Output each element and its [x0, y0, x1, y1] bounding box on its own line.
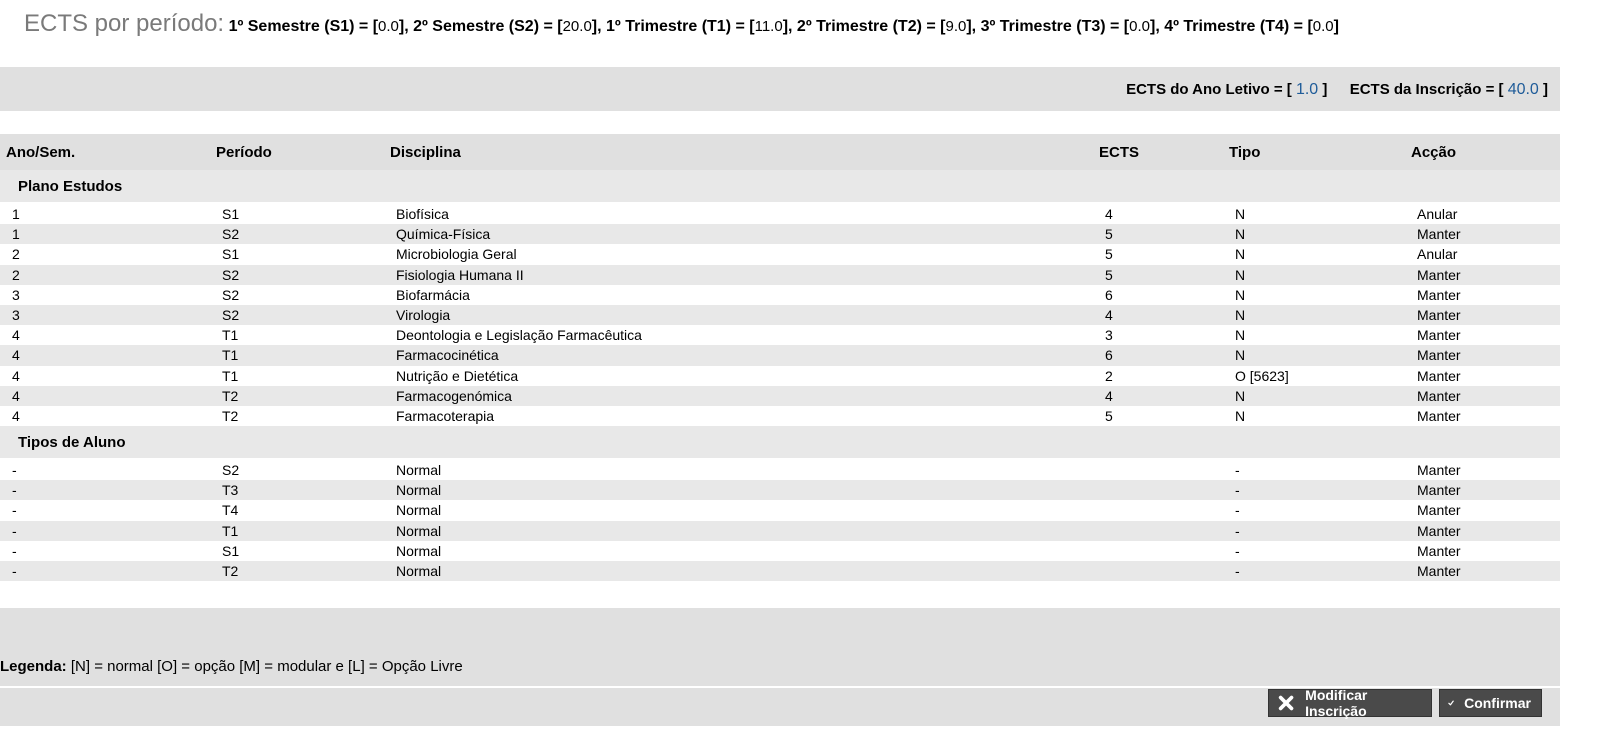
cell-ano-sem: 2 [12, 246, 20, 263]
ects-inscricao-close: ] [1543, 81, 1548, 98]
confirmar-button[interactable] [1439, 689, 1542, 717]
cell-tipo: - [1235, 502, 1240, 519]
ects-inscricao-value: 40.0 [1507, 81, 1539, 98]
table-row [0, 460, 1560, 480]
cell-ects: 4 [1105, 387, 1113, 404]
table-row [0, 386, 1560, 406]
cell-tipo: N [1235, 387, 1246, 404]
table-row [0, 561, 1560, 581]
cell-ano-sem: 1 [12, 226, 20, 243]
cell-ano-sem: 4 [12, 387, 20, 404]
cell-accao[interactable]: Manter [1417, 482, 1461, 499]
close-icon [1277, 693, 1295, 713]
section-tipos-aluno [0, 426, 1560, 458]
table-row [0, 480, 1560, 500]
col-header-disciplina: Disciplina [390, 144, 461, 161]
cell-disciplina: Virologia [396, 306, 451, 323]
cell-disciplina: Fisiologia Humana II [396, 266, 524, 283]
ects-period-header [0, 0, 1607, 67]
table-row [0, 265, 1560, 285]
cell-periodo: T4 [222, 502, 239, 519]
cell-ano-sem: - [12, 462, 17, 479]
col-header-tipo: Tipo [1229, 144, 1261, 161]
cell-accao[interactable]: Manter [1417, 347, 1461, 364]
table-row [0, 325, 1560, 345]
table-row [0, 305, 1560, 325]
section-title: Plano Estudos [18, 178, 123, 195]
col-header-accao: Acção [1411, 144, 1457, 161]
table-row [0, 406, 1560, 426]
period-ects-value: 20.0 [562, 18, 592, 35]
period-suffix: ], [398, 18, 409, 35]
cell-ano-sem: 3 [12, 306, 20, 323]
cell-disciplina: Normal [396, 502, 442, 519]
col-header-ects: ECTS [1099, 144, 1140, 161]
cell-ano-sem: 4 [12, 367, 20, 384]
cell-disciplina: Biofarmácia [396, 286, 470, 303]
period-ects-value: 11.0 [754, 18, 783, 35]
cell-ano-sem: - [12, 482, 17, 499]
cell-tipo: N [1235, 226, 1246, 243]
period-label: 1º Trimestre (T1) = [ [601, 18, 755, 35]
cell-accao[interactable]: Manter [1417, 563, 1461, 579]
cell-accao[interactable]: Manter [1417, 266, 1461, 283]
cell-tipo: N [1235, 327, 1246, 344]
cell-ano-sem: 4 [12, 327, 20, 344]
cell-ano-sem: - [12, 542, 17, 559]
cell-ects: 5 [1105, 246, 1113, 263]
legend [0, 658, 463, 675]
ects-totals [1126, 81, 1548, 99]
table-row [0, 244, 1560, 264]
cell-accao[interactable]: Manter [1417, 327, 1461, 344]
cell-disciplina: Normal [396, 462, 442, 479]
period-suffix: ], [1150, 18, 1160, 35]
cell-periodo: T1 [222, 327, 239, 344]
cell-ano-sem: - [12, 563, 17, 579]
cell-tipo: O [5623] [1235, 367, 1289, 384]
cell-disciplina: Química-Física [396, 226, 491, 243]
period-label: 4º Trimestre (T4) = [ [1159, 18, 1313, 35]
period-suffix: ] [1333, 18, 1339, 35]
col-header-periodo: Período [216, 144, 272, 161]
plano-estudos-rows [0, 204, 1560, 426]
action-bar [0, 688, 1560, 726]
cell-accao[interactable]: Manter [1417, 286, 1461, 303]
period-ects-value: 9.0 [945, 18, 967, 35]
cell-periodo: S1 [222, 542, 240, 559]
ects-period-title: ECTS por período: [24, 10, 225, 37]
period-suffix: ], [782, 18, 793, 35]
cell-periodo: S1 [222, 246, 240, 263]
cell-accao[interactable]: Manter [1417, 367, 1461, 384]
table-row [0, 541, 1560, 561]
cell-periodo: T2 [222, 407, 239, 424]
cell-accao[interactable]: Manter [1417, 306, 1461, 323]
period-label: 2º Semestre (S2) = [ [408, 18, 563, 35]
cell-ects: 4 [1105, 306, 1113, 323]
cell-accao[interactable]: Manter [1417, 387, 1461, 404]
cell-periodo: S2 [222, 226, 240, 243]
period-ects-value: 0.0 [1312, 18, 1334, 35]
cell-disciplina: Farmacogenómica [396, 387, 512, 404]
cell-disciplina: Farmacocinética [396, 347, 499, 364]
table-row [0, 500, 1560, 520]
ects-ano-letivo-close: ] [1322, 81, 1328, 98]
cell-ects: 6 [1105, 347, 1113, 364]
period-suffix: ], [966, 18, 977, 35]
cell-tipo: - [1235, 542, 1240, 559]
cell-tipo: N [1235, 347, 1246, 364]
section-plano-estudos [0, 170, 1560, 202]
cell-accao[interactable]: Manter [1417, 407, 1461, 424]
cell-accao[interactable]: Manter [1417, 226, 1461, 243]
cell-accao[interactable]: Manter [1417, 542, 1461, 559]
period-ects-value: 0.0 [378, 18, 399, 35]
cell-ects: 3 [1105, 327, 1113, 344]
cell-tipo: - [1235, 563, 1240, 579]
cell-ano-sem: 3 [12, 286, 20, 303]
table-row [0, 224, 1560, 244]
ects-period-line [24, 10, 1339, 38]
cell-tipo: N [1235, 266, 1246, 283]
totals-bar [0, 67, 1560, 111]
cell-periodo: S1 [222, 206, 240, 222]
period-label: 3º Trimestre (T3) = [ [976, 18, 1130, 35]
cell-accao[interactable]: Manter [1417, 462, 1461, 479]
enrollment-table [0, 134, 1560, 581]
cell-periodo: S2 [222, 306, 240, 323]
modificar-inscricao-button[interactable] [1268, 689, 1432, 717]
cell-ects: 6 [1105, 286, 1113, 303]
cell-tipo: N [1235, 206, 1246, 222]
cell-periodo: S2 [222, 286, 240, 303]
period-suffix: ], [591, 18, 602, 35]
table-row [0, 204, 1560, 224]
cell-tipo: N [1235, 286, 1246, 303]
cell-ano-sem: 2 [12, 266, 20, 283]
table-row [0, 345, 1560, 365]
ects-ano-letivo-value: 1.0 [1295, 81, 1319, 98]
cell-disciplina: Nutrição e Dietética [396, 367, 519, 384]
legend-label: Legenda: [0, 658, 67, 675]
modificar-inscricao-label: Modificar Inscrição [1305, 687, 1368, 719]
tipos-aluno-rows [0, 460, 1560, 581]
cell-ects: 5 [1105, 407, 1113, 424]
cell-disciplina: Deontologia e Legislação Farmacêutica [396, 327, 642, 344]
cell-accao[interactable]: Anular [1417, 206, 1458, 222]
cell-accao[interactable]: Manter [1417, 502, 1461, 519]
cell-ects: 5 [1105, 226, 1113, 243]
cell-periodo: S2 [222, 266, 240, 283]
cell-ects: 4 [1105, 206, 1113, 222]
cell-disciplina: Microbiologia Geral [396, 246, 517, 263]
section-title: Tipos de Aluno [18, 434, 126, 452]
cell-disciplina: Biofísica [396, 206, 449, 222]
cell-ano-sem: - [12, 502, 17, 519]
cell-ects: 2 [1105, 367, 1113, 384]
cell-ano-sem: - [12, 522, 17, 539]
cell-tipo: N [1235, 246, 1246, 263]
legend-bar [0, 608, 1560, 686]
cell-periodo: T3 [222, 482, 239, 499]
cell-tipo: - [1235, 522, 1240, 539]
cell-ects: 5 [1105, 266, 1113, 283]
cell-tipo: N [1235, 407, 1246, 424]
cell-periodo: S2 [222, 462, 240, 479]
table-header [0, 134, 1560, 170]
cell-periodo: T2 [222, 563, 239, 579]
table-row [0, 285, 1560, 305]
cell-disciplina: Normal [396, 563, 442, 579]
confirmar-label: Confirmar [1464, 695, 1531, 711]
cell-disciplina: Normal [396, 542, 442, 559]
cell-tipo: - [1235, 462, 1240, 479]
col-header-ano-sem: Ano/Sem. [6, 144, 76, 161]
cell-disciplina: Normal [396, 522, 442, 539]
legend-text: [N] = normal [O] = opção [M] = modular e [L] = Opção Livre [66, 658, 463, 675]
cell-periodo: T1 [222, 522, 239, 539]
cell-accao[interactable]: Anular [1417, 246, 1458, 263]
cell-periodo: T1 [222, 347, 239, 364]
cell-tipo: N [1235, 306, 1246, 323]
table-row [0, 366, 1560, 386]
cell-disciplina: Farmacoterapia [396, 407, 495, 424]
ects-inscricao-label: ECTS da Inscrição = [ [1349, 81, 1504, 98]
period-label: 2º Trimestre (T2) = [ [792, 18, 946, 35]
ects-period-details [229, 18, 1339, 35]
cell-ano-sem: 1 [12, 206, 20, 222]
cell-tipo: - [1235, 482, 1240, 499]
cell-accao[interactable]: Manter [1417, 522, 1461, 539]
period-ects-value: 0.0 [1129, 18, 1150, 35]
cell-ano-sem: 4 [12, 407, 20, 424]
cell-ano-sem: 4 [12, 347, 20, 364]
ects-ano-letivo-label: ECTS do Ano Letivo = [ [1126, 81, 1292, 98]
table-row [0, 521, 1560, 541]
cell-disciplina: Normal [396, 482, 442, 499]
cell-periodo: T2 [222, 387, 239, 404]
cell-periodo: T1 [222, 367, 239, 384]
period-label: 1º Semestre (S1) = [ [228, 18, 379, 35]
check-icon [1448, 693, 1454, 713]
